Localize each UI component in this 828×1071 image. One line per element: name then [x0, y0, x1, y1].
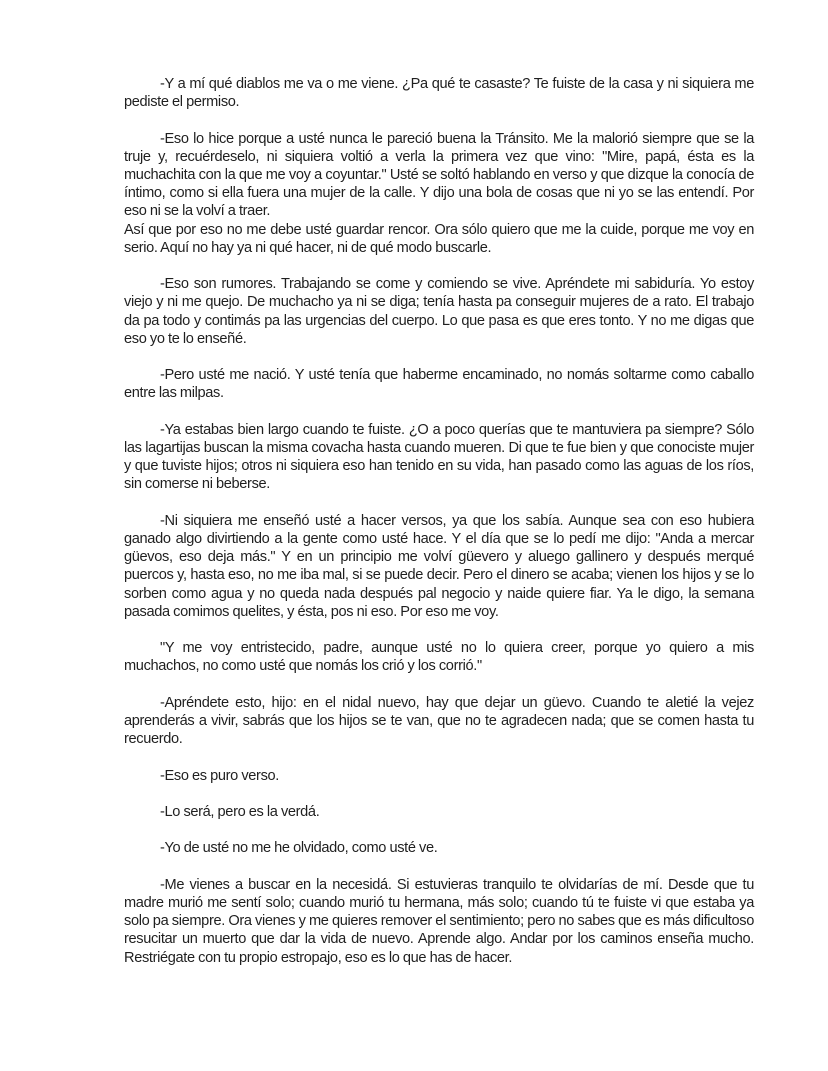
paragraph-4: -Eso son rumores. Trabajando se come y comiendo se vive. Apréndete mi sabiduría. Yo estoy viejo y ni me quejo. De muchacho ya ni se diga; tenía hasta pa conseguir mujeres de a rato. El trabajo da pa todo y contimás pa las urgencias del cuerpo. Lo que pasa es que eres tonto. Y no me digas que eso yo te lo enseñé.: [124, 276, 754, 347]
paragraph-8: "Y me voy entristecido, padre, aunque usté no lo quiera creer, porque yo quiero a mis muchachos, no como usté que nomás los crió y los corrió.": [124, 640, 754, 675]
paragraph-6: -Ya estabas bien largo cuando te fuiste. ¿O a poco querías que te mantuviera pa siempre? Sólo las lagartijas buscan la misma covacha hasta cuando mueren. Di que te fue bien y que conociste mujer y que tuviste hijos; otros ni siquiera eso han tenido en su vida, han pasado como las aguas de los ríos, sin comerse ni beberse.: [124, 421, 754, 493]
paragraph-11: -Lo será, pero es la verdá.: [160, 803, 320, 820]
paragraph-7: -Ni siquiera me enseñó usté a hacer versos, ya que los sabía. Aunque sea con eso hubiera ganado algo divirtiendo a la gente como usté hace. Y el día que se lo pedí me dijo: "Anda a mercar güevos, eso deja más." Y en un principio me volví güevero y aluego gallinero y después merqué puercos y, hasta eso, no me iba mal, si se puede decir. Pero el dinero se acaba; vienen los hijos y se lo sorben como agua y no queda nada después pal negocio y naide quiere fiar. Ya le digo, la semana pasada comimos quelites, y ésta, pos ni eso. Por eso me voy.: [124, 512, 754, 620]
document-page: [124, 75, 754, 985]
paragraph-1: -Y a mí qué diablos me va o me viene. ¿Pa qué te casaste? Te fuiste de la casa y ni siquiera me pediste el permiso.: [124, 76, 754, 111]
paragraph-9: -Apréndete esto, hijo: en el nidal nuevo, hay que dejar un güevo. Cuando te aletié la vejez aprenderás a vivir, sabrás que los hijos se te van, que no te agradecen nada; que se comen hasta tu recuerdo.: [124, 694, 754, 748]
paragraph-3: Así que por eso no me debe usté guardar rencor. Ora sólo quiero que me la cuide, porque me voy en serio. Aquí no hay ya ni qué hacer, ni de qué modo buscarle.: [124, 221, 754, 256]
paragraph-5: -Pero usté me nació. Y usté tenía que haberme encaminado, no nomás soltarme como caballo entre las milpas.: [124, 367, 754, 402]
paragraph-12: -Yo de usté no me he olvidado, como usté ve.: [160, 840, 438, 857]
paragraph-13: -Me vienes a buscar en la necesidá. Si estuvieras tranquilo te olvidarías de mí. Desde que tu madre murió me sentí solo; cuando murió tu hermana, más solo; cuando tú te fuiste vi que estaba ya solo pa siempre. Ora vienes y me quieres remover el sentimiento; pero no sabes que es más dificultoso resucitar un muerto que dar la vida de nuevo. Aprende algo. Andar por los caminos enseña mucho. Restriégate con tu propio estropajo, eso es lo que has de hacer.: [124, 876, 754, 966]
paragraph-10: -Eso es puro verso.: [160, 767, 279, 784]
paragraph-2: -Eso lo hice porque a usté nunca le pareció buena la Tránsito. Me la malorió siempre que se la truje y, recuérdeselo, ni siquiera voltió a verla la primera vez que vino: "Mire, papá, ésta es la muchachita con la que me voy a coyuntar." Usté se soltó hablando en verso y que dizque la conocía de íntimo, como si ella fuera una mujer de la calle. Y dijo una bola de cosas que ni yo se las entendí. Por eso ni se la volví a traer.: [124, 130, 754, 220]
